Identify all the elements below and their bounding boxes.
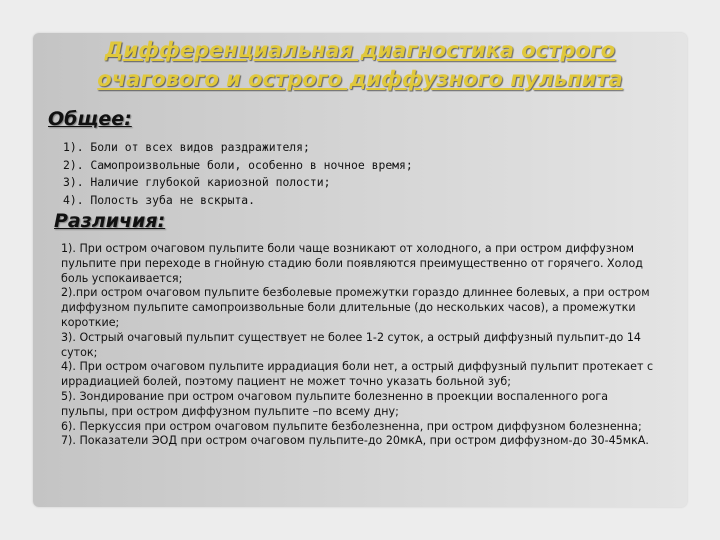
difference-item: 4). При остром очаговом пульпите иррадиация боли нет, а острый диффузный пульпит протекает с иррадиацией болей, поэтому пациент не может точно указать больной зуб; bbox=[61, 360, 654, 389]
slide-title bbox=[40, 36, 680, 94]
differences-list bbox=[61, 242, 657, 449]
general-item: 3). Наличие глубокой кариозной полости; bbox=[63, 175, 331, 190]
difference-item: 6). Перкуссия при остром очаговом пульпите безболезненна, при остром диффузном болезненна; bbox=[61, 419, 642, 433]
difference-item: 2).при остром очаговом пульпите безболевые промежутки гораздо длиннее болевых, а при остром диффузном пульпите самопроизвольные боли длительные (до нескольких часов), а промежутки короткие; bbox=[61, 286, 650, 329]
difference-item: 1). При остром очаговом пульпите боли чаще возникают от холодного, а при остром диффузном пульпите при переходе в гнойную стадию боли появляются преимущественно от горячего. Холод боль успокаивается; bbox=[61, 242, 643, 285]
general-list bbox=[63, 139, 413, 210]
difference-item: 3). Острый очаговый пульпит существует не более 1-2 суток, а острый диффузный пульпит-до 14 суток; bbox=[61, 330, 641, 359]
differences-heading: Различия: bbox=[54, 210, 166, 232]
general-item: 1). Боли от всех видов раздражителя; bbox=[63, 140, 310, 154]
general-heading: Общее: bbox=[48, 108, 132, 130]
difference-item: 5). Зондирование при остром очаговом пульпите болезненно в проекции воспаленного рога пульпы, при остром диффузном пульпите –по всему дну; bbox=[61, 389, 609, 418]
slide-title-line-2: очагового и острого диффузного пульпита bbox=[97, 67, 623, 91]
difference-item: 7). Показатели ЭОД при остром очаговом пульпите-до 20мкА, при остром диффузном-до 30-45мкА. bbox=[61, 434, 649, 448]
general-item: 2). Самопроизвольные боли, особенно в ночное время; bbox=[63, 157, 413, 172]
general-item: 4). Полость зуба не вскрыта. bbox=[63, 193, 256, 208]
slide-title-line-1: Дифференциальная диагностика острого bbox=[104, 38, 616, 62]
